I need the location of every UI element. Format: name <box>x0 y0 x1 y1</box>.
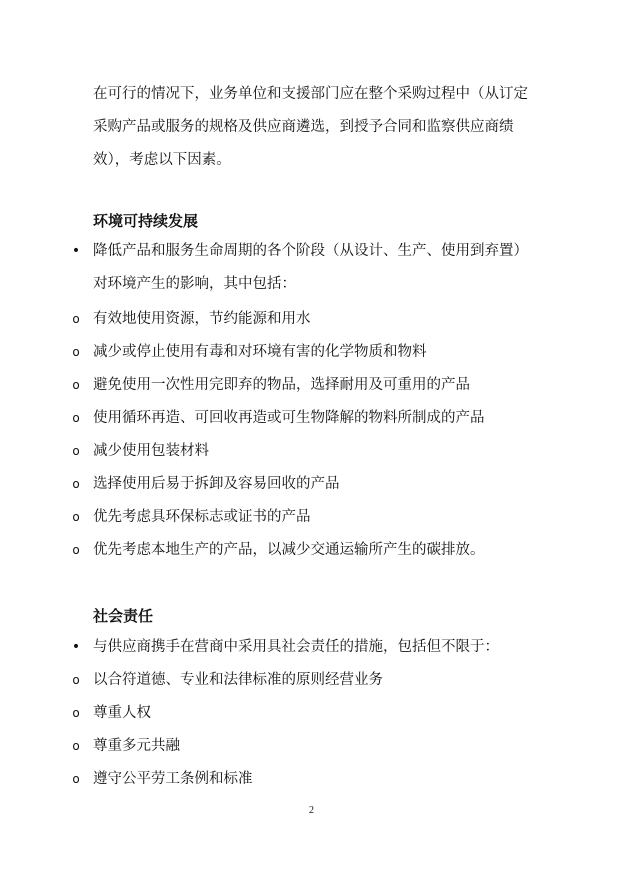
bullet-circle-icon: o <box>72 444 80 458</box>
list-item-text: 以合符道德、专业和法律标准的原则经营业务 <box>93 672 383 688</box>
list-item-text: 尊重多元共融 <box>93 738 180 754</box>
list-item-text: 避免使用一次性用完即弃的物品，选择耐用及可重用的产品 <box>93 377 470 393</box>
list-item-text: 优先考虑本地生产的产品，以减少交通运输所产生的碳排放。 <box>93 542 485 558</box>
environment-item <box>72 468 533 501</box>
bullet-circle-icon: o <box>72 543 80 557</box>
list-item-text: 有效地使用资源，节约能源和用水 <box>93 311 311 327</box>
social-item <box>72 763 533 796</box>
bullet-circle-icon: o <box>72 706 80 720</box>
list-item-text: 优先考虑具环保标志或证书的产品 <box>93 509 311 525</box>
list-item-text: 降低产品和服务生命周期的各个阶段（从设计、生产、使用到弃置）对环境产生的影响，其中包括： <box>93 243 528 292</box>
bullet-circle-icon: o <box>72 477 80 491</box>
bullet-circle-icon: o <box>72 739 80 753</box>
list-item-text: 选择使用后易于拆卸及容易回收的产品 <box>93 476 340 492</box>
bullet-disc-icon: • <box>71 243 81 259</box>
bullet-circle-icon: o <box>72 673 80 687</box>
environment-item <box>72 303 533 336</box>
bullet-circle-icon: o <box>72 345 80 359</box>
intro-paragraph: 在可行的情况下，业务单位和支援部门应在整个采购过程中（从订定采购产品或服务的规格及供应商遴选，到授予合同和监察供应商绩效），考虑以下因素。 <box>93 86 528 168</box>
environment-item <box>72 501 533 534</box>
social-item <box>72 664 533 697</box>
page-number: 2 <box>309 805 314 816</box>
list-item-text: 使用循环再造、可回收再造或可生物降解的物料所制成的产品 <box>93 410 485 426</box>
bullet-circle-icon: o <box>72 312 80 326</box>
social-item <box>72 697 533 730</box>
environment-heading: 环境可持续发展 <box>93 212 199 230</box>
environment-item <box>72 435 533 468</box>
social-heading: 社会责任 <box>93 607 154 625</box>
environment-item <box>72 369 533 402</box>
list-item-text: 减少或停止使用有毒和对环境有害的化学物质和物料 <box>93 344 427 360</box>
social-main-bullet <box>71 631 533 664</box>
list-item-text: 尊重人权 <box>93 705 151 721</box>
list-item-text: 遵守公平劳工条例和标准 <box>93 771 253 787</box>
environment-item <box>72 402 533 435</box>
environment-item <box>72 336 533 369</box>
bullet-disc-icon: • <box>71 639 81 655</box>
bullet-circle-icon: o <box>72 510 80 524</box>
bullet-circle-icon: o <box>72 378 80 392</box>
bullet-circle-icon: o <box>72 772 80 786</box>
list-item-text: 减少使用包装材料 <box>93 443 209 459</box>
environment-main-bullet <box>71 235 533 301</box>
social-item <box>72 730 533 763</box>
bullet-circle-icon: o <box>72 411 80 425</box>
environment-item <box>72 534 533 567</box>
list-item-text: 与供应商携手在营商中采用具社会责任的措施，包括但不限于： <box>93 639 499 655</box>
